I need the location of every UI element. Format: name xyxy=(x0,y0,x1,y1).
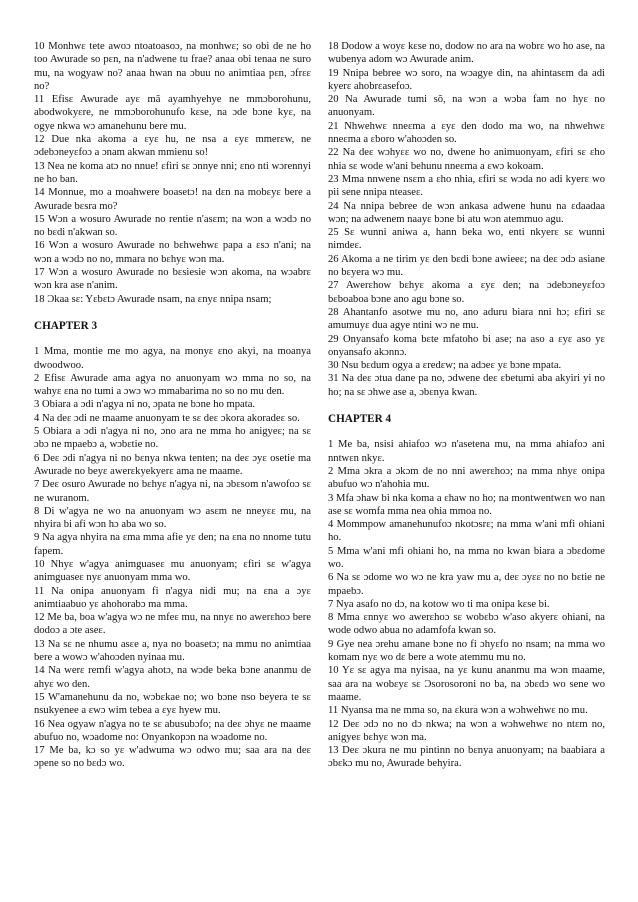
verse: 27 Awerɛhow bɛhyɛ akoma a ɛyɛ den; na ɔdebɔneyɛfoɔ bɛboaboa bɔne ano agu bɔne so. xyxy=(328,280,605,305)
verse: 6 Na sɛ ɔdome wo wɔ ne kra yaw mu a, deɛ ɔyɛɛ no no bɛtie ne mpaebɔ. xyxy=(328,572,605,597)
verse: 30 Nsu bɛdum ogya a ɛredɛw; na adɔeɛ yɛ bɔne mpata. xyxy=(328,360,562,372)
verse: 11 Nyansa ma ne mma so, na ɛkura wɔn a wɔhwehwɛ no mu. xyxy=(328,705,588,717)
verse: 16 Wɔn a wosuro Awurade no bɛhwehwɛ papa a ɛsɔ n'ani; na wɔn a wɔdɔ no no, mmara no bɛhyɛ wɔn ma. xyxy=(34,240,311,265)
verse: 26 Akoma a ne tirim yɛ den bɛdi bɔne awieeɛ; na deɛ ɔdɔ asiane no bɛyera wɔ mu. xyxy=(328,253,605,279)
verse: 12 Deɛ ɔdɔ no no dɔ nkwa; na wɔn a wɔhwehwɛ no ntɛm no, anigyeɛ bɛhyɛ wɔn ma. xyxy=(328,718,605,743)
verse: 10 Nhyɛ w'agya animguaseɛ mu anuonyam; ɛfiri sɛ w'agya animguaseɛ nyɛ anuonyam mma wo. xyxy=(34,558,311,584)
verse: 11 Efisɛ Awurade ayɛ mã ayamhyehye ne mmɔborohunu, abodwokyɛre, ne mmɔborohunufo kɛse, na ɔde bɔne kyɛ, na ogye nkwa wɔ amanehunu bere mu. xyxy=(34,94,311,132)
verse: 14 Na werɛ remfi w'agya ahotɔ, na wɔde beka bɔne ananmu de ahyɛ wo den. xyxy=(34,665,311,690)
verse: 8 Mma ɛnnyɛ wo awerɛhoɔ sɛ wobɛbɔ w'aso akyerɛ ohiani, na wode odwo abua no adamfofa kwan so. xyxy=(328,612,605,637)
verse: 4 Mommpow amanehunufoɔ nkotɔsrɛ; na mma w'ani mfi ohiani ho. xyxy=(328,519,605,544)
verse: 20 Na Awurade tumi sõ, na wɔn a wɔba fam no hyɛ no anuonyam. xyxy=(328,94,605,119)
verse: 24 Na nnipa bebree de wɔn ankasa adwene hunu na ɛdaadaa wɔn; na adwenem naayɛ bɔne bi atu wɔn atemmuo agu. xyxy=(328,200,605,225)
verse: 17 Me ba, kɔ so yɛ w'adwuma wɔ odwo mu; saa ara na deɛ ɔpene so no bɛdɔ wo. xyxy=(34,745,311,770)
verse: 10 Monhwɛ tete awoɔ ntoatoasoɔ, na monhwɛ; so obi de ne ho too Awurade so pɛn, na n'adwene tu frae? anaa obi tenaa ne suro mu, na wogyaw no? anaa hwan na ɔbuu no animtiaa pɛn, ɔfrɛɛ no? xyxy=(34,41,311,92)
verse: 11 Na onipa anuonyam fi n'agya nidi mu; na ɛna a ɔyɛ animtiaabuo yɛ ahohorabɔ ma mma. xyxy=(34,585,311,610)
verse: 15 Wɔn a wosuro Awurade no rentie n'asɛm; na wɔn a wɔdɔ no no bɛdi n'akwan so. xyxy=(34,213,311,239)
verse: 31 Na deɛ ɔtua dane pa no, ɔdwene deɛ ɛbetumi aba akyiri yi no ho; na sɛ ɔhwe ase a, ɔbɛnya kwan. xyxy=(328,373,605,398)
verse: 12 Due nka akoma a ɛyɛ hu, ne nsa a ɛyɛ mmerɛw, ne ɔdebɔneyɛfoɔ a ɔnam akwan mmienu so! xyxy=(34,134,311,159)
verse-list-chapter-4 xyxy=(328,438,605,770)
verse: 3 Obiara a ɔdi n'agya ni no, ɔpata ne bɔne ho mpata. xyxy=(34,399,256,411)
verse: 2 Efisɛ Awurade ama agya no anuonyam wɔ mma no so, na wahyɛ ɛna no tumi a ɔwɔ wɔ mmabarima no so no mu den. xyxy=(34,372,311,398)
verse: 29 Onyansafo koma bɛte mfatoho bi ase; na aso a ɛyɛ aso yɛ onyansafo akɔnnɔ. xyxy=(328,333,605,358)
verse: 5 Mma w'ani mfi ohiani ho, na mma no kwan biara a ɔbɛdome wo. xyxy=(328,545,605,570)
verse: 5 Obiara a ɔdi n'agya ni no, ɔno ara ne mma ho anigyeɛ; na sɛ ɔbɔ ne mpaebɔ a, wɔbɛtie no. xyxy=(34,426,311,451)
verse: 8 Di w'agya ne wo na anuonyam wɔ asɛm ne nneyɛɛ mu, na nhyira bi afi wɔn hɔ aba wo so. xyxy=(34,505,311,531)
verse: 9 Gye nea ɔrehu amane bɔne no fi ɔhyɛfo no nsam; na mma wo komam nyɛ wo dɛ bere a wote atemmu mu no. xyxy=(328,638,605,664)
verse: 6 Deɛ ɔdi n'agya ni no bɛnya nkwa tenten; na deɛ ɔyɛ osetie ma Awurade no beyɛ awerɛkyekyerɛ ama ne maame. xyxy=(34,452,311,477)
verse: 3 Mfa ɔhaw bi nka koma a ɛhaw no ho; na montwentwɛn wo nan ase sɛ womfa mma nea ohia mmoa no. xyxy=(328,492,605,517)
verse: 25 Sɛ wunni aniwa a, hann beka wo, enti nkyerɛ sɛ wunni nimdeɛ. xyxy=(328,227,605,252)
verse: 1 Mma, montie me mo agya, na monyɛ ɛno akyi, na moanya dwoodwoo. xyxy=(34,346,311,371)
verse: 21 Nhwehwɛ nneɛma a ɛyɛ den dodo ma wo, na nhwehwɛ nneɛma a ɛboro w'ahoɔden so. xyxy=(328,120,605,146)
verse: 23 Mma nnwene nsɛm a ɛho nhia, ɛfiri sɛ wɔda no adi kyerɛ wo pii sene nnipa nteaseɛ. xyxy=(328,173,605,199)
verse: 7 Deɛ osuro Awurade no bɛhyɛ n'agya ni, na ɔbɛsom n'awofoɔ sɛ ne wuranom. xyxy=(34,479,311,504)
verse: 19 Nnipa bebree wɔ soro, na wɔagye din, na ahintasɛm da adi kyerɛ ahobrɛasefoɔ. xyxy=(328,67,605,92)
verse: 10 Yɛ sɛ agya ma nyisaa, na yɛ kunu ananmu ma wɔn maame, saa ara na wobɛyɛ sɛ Ɔsorosoroni no ba, na ɔbɛdɔ wo sene wo maame. xyxy=(328,665,605,703)
right-column xyxy=(328,40,605,771)
verse-list-chapter-3-cont xyxy=(328,40,605,399)
chapter-heading: CHAPTER 4 xyxy=(328,413,392,426)
verse-list-chapter-2 xyxy=(34,40,311,306)
verse: 16 Nea ogyaw n'agya no te sɛ abusubɔfo; na deɛ ɔhyɛ ne maame abufuo no, wɔadome no: Onyankopɔn na wɔadome no. xyxy=(34,718,311,743)
verse: 13 Deɛ ɔkura ne mu pintinn no bɛnya anuonyam; na baabiara a ɔbɛkɔ mu no, Awurade behyira. xyxy=(328,745,605,770)
verse-list-chapter-3 xyxy=(34,345,311,771)
chapter-heading: CHAPTER 3 xyxy=(34,319,98,332)
verse: 15 W'amanehunu da no, wɔbɛkae no; wo bɔne nso beyera te sɛ nsukyenee a ɛwɔ wim tebea a ɛyɛ hyew mu. xyxy=(34,691,311,717)
verse: 2 Mma ɔkra a ɔkɔm de no nni awerɛhoɔ; na mma nhyɛ onipa abufuo wɔ n'ahohia mu. xyxy=(328,465,605,491)
left-column xyxy=(34,40,311,771)
verse: 14 Monnue, mo a moahwere boasetɔ! na dɛn na mobɛyɛ bere a Awurade bɛsra mo? xyxy=(34,187,311,212)
verse: 7 Nya asafo no dɔ, na kotow wo ti ma onipa kɛse bi. xyxy=(328,598,550,610)
verse: 12 Me ba, boa w'agya wɔ ne mfeɛ mu, na nnyɛ no awerɛhoɔ bere dodoɔ a ɔte aseɛ. xyxy=(34,612,311,637)
verse: 13 Nea ne koma atɔ no nnue! ɛfiri sɛ ɔnnye nni; ɛno nti wɔrennyi ne ho ban. xyxy=(34,160,311,185)
verse: 13 Na sɛ ne nhumu asɛe a, nya no boasetɔ; na mmu no animtiaa bere a wowɔ w'ahoɔden nyinaa mu. xyxy=(34,638,311,664)
verse: 4 Na deɛ ɔdi ne maame anuonyam te sɛ deɛ ɔkora akoradeɛ so. xyxy=(34,412,300,424)
verse: 22 Na deɛ wɔhyɛɛ wo no, dwene ho animuonyam, ɛfiri sɛ ɛho nhia sɛ wode w'ani behunu nneɛma a ɛwɔ kokoam. xyxy=(328,147,605,172)
verse: 18 Dodow a woyɛ kɛse no, dodow no ara na wobrɛ wo ho ase, na wubenya adom wɔ Awurade anim. xyxy=(328,41,605,66)
verse: 9 Na agya nhyira na ɛma mma afie yɛ den; na ɛna no nnome tutu fapem. xyxy=(34,532,311,557)
verse: 28 Ahantanfo asotwe mu no, ano aduru biara nni hɔ; ɛfiri sɛ amumuyɛ dua agye ntini wɔ ne mu. xyxy=(328,306,605,332)
verse: 1 Me ba, nsisi ahiafoɔ wɔ n'asetena mu, na mma ahiafoɔ ani nntwɛn nkyɛ. xyxy=(328,439,605,464)
verse: 17 Wɔn a wosuro Awurade no bɛsiesie wɔn akoma, na wɔabrɛ wɔn kra ase n'anim. xyxy=(34,267,311,292)
verse: 18 Ɔkaa sɛ: Yɛbɛtɔ Awurade nsam, na ɛnyɛ nnipa nsam; xyxy=(34,293,272,305)
